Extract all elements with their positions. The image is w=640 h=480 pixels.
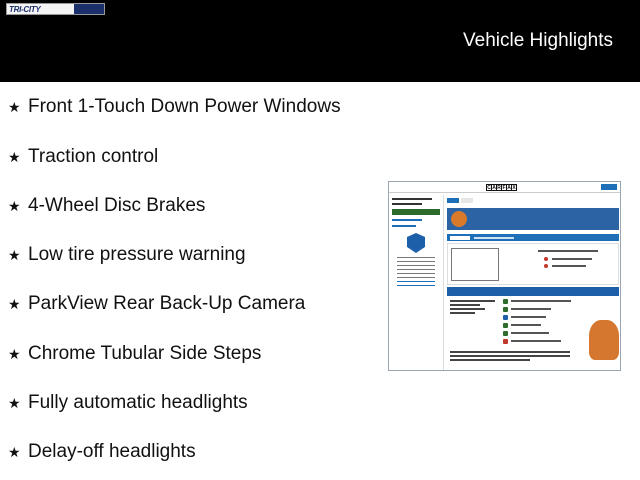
feature-label: Delay-off headlights	[28, 441, 196, 462]
carfax-logo	[486, 184, 516, 191]
feature-item	[8, 392, 248, 414]
dealer-logo-text: TRI-CITY	[9, 4, 41, 14]
star-icon: ★	[8, 246, 21, 263]
feature-label: Low tire pressure warning	[28, 244, 246, 265]
feature-item	[8, 343, 261, 365]
star-icon: ★	[8, 197, 21, 214]
feature-item	[8, 441, 196, 463]
carfax-sidebar	[389, 195, 444, 370]
carfax-fox-mascot-icon	[589, 320, 619, 360]
carfax-main	[447, 195, 619, 365]
feature-label: Front 1-Touch Down Power Windows	[28, 96, 341, 117]
carfax-badge-icon	[407, 233, 425, 253]
carfax-print-button	[601, 184, 617, 190]
carfax-logo-letter: A	[507, 185, 511, 191]
star-icon: ★	[8, 295, 21, 312]
feature-label: ParkView Rear Back-Up Camera	[28, 293, 306, 314]
star-icon: ★	[8, 394, 21, 411]
feature-item	[8, 146, 158, 168]
page-header	[0, 0, 640, 82]
carfax-logo-letter: R	[497, 185, 501, 191]
feature-label: Fully automatic headlights	[28, 392, 248, 413]
dealer-logo[interactable]	[6, 3, 105, 15]
carfax-fox-icon	[451, 211, 467, 227]
page-title: Vehicle Highlights	[463, 30, 613, 51]
star-icon: ★	[8, 345, 21, 362]
star-icon: ★	[8, 98, 21, 115]
carfax-logo-letter: C	[487, 185, 491, 191]
feature-item	[8, 195, 205, 217]
feature-label: Chrome Tubular Side Steps	[28, 343, 262, 364]
carfax-report-thumbnail[interactable]	[388, 181, 621, 371]
carfax-value-panel	[447, 243, 619, 285]
carfax-logo-letter: A	[492, 185, 496, 191]
carfax-hero-banner	[447, 208, 619, 230]
carfax-logo-letter: X	[512, 185, 516, 191]
star-icon: ★	[8, 148, 21, 165]
star-icon: ★	[8, 443, 21, 460]
carfax-logo-letter: F	[502, 185, 506, 191]
feature-item	[8, 96, 341, 118]
dealer-logo-phone	[74, 4, 104, 14]
carfax-header	[389, 182, 620, 193]
feature-label: Traction control	[28, 146, 159, 167]
feature-item	[8, 293, 305, 315]
feature-label: 4-Wheel Disc Brakes	[28, 195, 206, 216]
carfax-history-panel	[447, 287, 619, 365]
feature-item	[8, 244, 246, 266]
